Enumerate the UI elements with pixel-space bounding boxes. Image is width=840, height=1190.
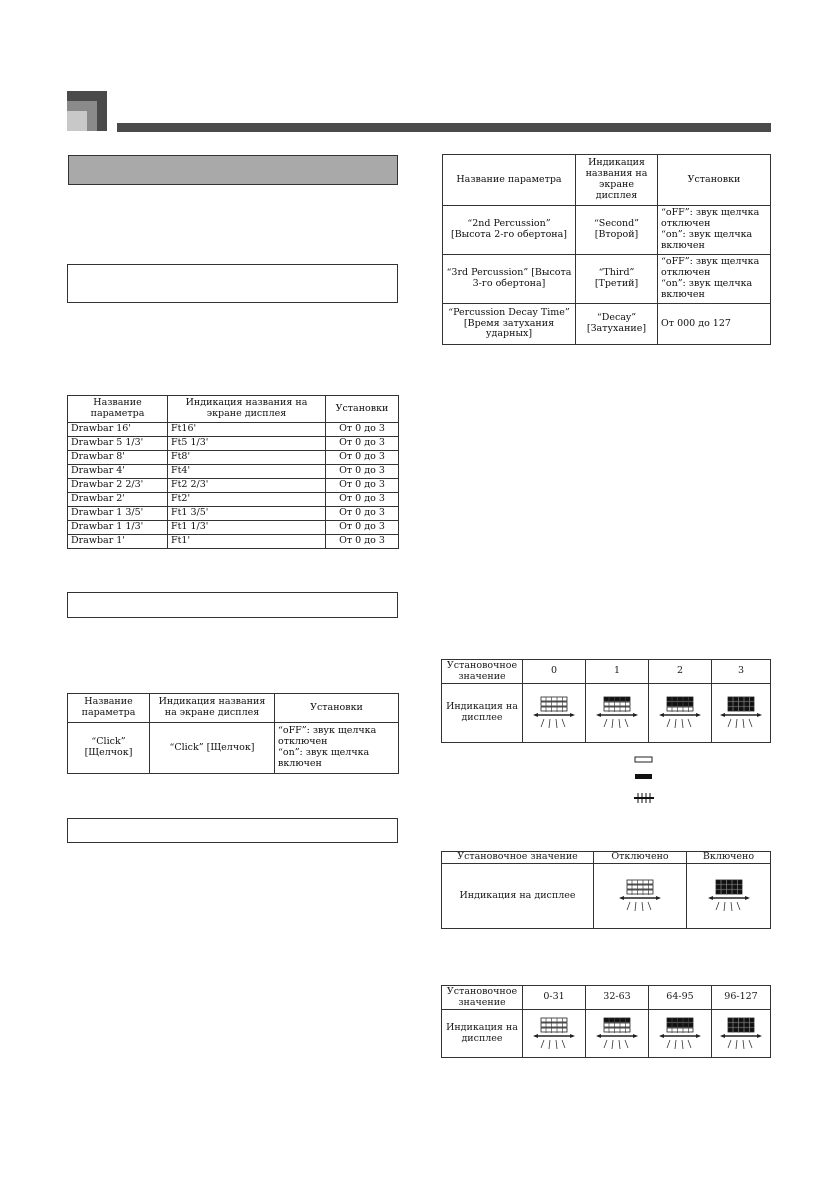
value-cell: 0-31 [523,986,586,1010]
display-icon-cell [594,864,687,929]
drawbar-display-icon [719,1015,763,1053]
legend-filled-bar-icon [634,773,654,781]
click-settings-off: “oFF”: звук щелчка отключен [278,725,377,748]
value-cell: 0 [523,660,586,684]
drawbar-display-icon [532,1015,576,1053]
table-header: Индикация названия на экране дисплея [576,155,658,206]
table-header: Название параметра [68,694,150,723]
table-cell: Drawbar 2 2/3' [68,479,168,493]
table-header: Название параметра [68,396,168,423]
indicator-table-2 [441,851,771,929]
perc-settings-on: “on”: звук щелчка включен [661,278,753,300]
drawbar-display-icon [658,1015,702,1053]
table-cell: Ft2 2/3' [168,479,326,493]
legend-empty-bar-icon [634,756,654,764]
table-row [68,465,399,479]
display-icon-cell [586,684,649,743]
display-icon-cell [712,684,771,743]
display-icon-cell [712,1010,771,1058]
table-cell: От 0 до 3 [326,437,399,451]
table-row [68,423,399,437]
label-display: Индикация на дисплее [442,684,523,743]
perc-settings-off: “oFF”: звук щелчка отключен [661,207,760,230]
table-row [68,521,399,535]
display-icon-cell [649,1010,712,1058]
table-header: Индикация названия на экране дисплея [150,694,275,723]
table-header: Установки [658,155,771,206]
legend-hatched-bar-icon [632,790,656,806]
table-header: Название параметра [443,155,576,206]
table-row [68,535,399,549]
label-display: Индикация на дисплее [442,864,594,929]
perc-param: “Percussion Decay Time” [Время затухания ударных] [443,304,576,345]
click-settings-on: “on”: звук щелчка включен [278,747,370,769]
table-cell: Ft1 3/5' [168,507,326,521]
drawbar-display-icon [658,694,702,732]
value-cell: 32-63 [586,986,649,1010]
table-cell: От 0 до 3 [326,521,399,535]
table-cell: Ft5 1/3' [168,437,326,451]
label-display: Индикация на дисплее [442,1010,523,1058]
table-header: Индикация названия на экране дисплея [168,396,326,423]
table-cell: От 0 до 3 [326,507,399,521]
perc-display: “Second” [Второй] [576,206,658,255]
display-icon-cell [687,864,771,929]
table-cell: От 0 до 3 [326,451,399,465]
drawbar-display-icon [532,694,576,732]
table-row [68,493,399,507]
label-value: Установочное значение [442,986,523,1010]
display-icon-cell [523,684,586,743]
table-header: Установки [326,396,399,423]
table-row [68,507,399,521]
display-icon-cell [586,1010,649,1058]
table-cell: Ft2' [168,493,326,507]
perc-display: “Decay” [Затухание] [576,304,658,345]
table-cell: Ft1' [168,535,326,549]
table-cell: От 0 до 3 [326,493,399,507]
perc-settings: От 000 до 127 [658,304,771,345]
table-row [68,437,399,451]
table-cell: Ft8' [168,451,326,465]
table-cell: От 0 до 3 [326,465,399,479]
table-cell: От 0 до 3 [326,479,399,493]
section-box [67,818,398,843]
label-value: Установочное значение [442,660,523,684]
perc-settings-on: “on”: звук щелчка включен [661,229,753,251]
table-header: Установки [275,694,399,723]
table-row [68,479,399,493]
section-box [67,592,398,618]
table-cell: От 0 до 3 [326,423,399,437]
table-cell: Ft4' [168,465,326,479]
drawbar-display-icon [595,1015,639,1053]
value-cell: 64-95 [649,986,712,1010]
click-settings [275,723,399,774]
drawbar-display-icon [595,694,639,732]
indicator-table-1 [441,659,771,743]
value-cell: Включено [687,852,771,864]
perc-display: “Third” [Третий] [576,255,658,304]
note-box [67,264,398,303]
label-value: Установочное значение [442,852,594,864]
table-cell: От 0 до 3 [326,535,399,549]
table-cell: Ft16' [168,423,326,437]
table-cell: Drawbar 1 3/5' [68,507,168,521]
perc-param: “3rd Percussion” [Высота 3-го обертона] [443,255,576,304]
section-heading-box [68,155,398,185]
percussion-table [442,154,771,345]
click-table [67,693,399,774]
table-cell: Drawbar 8' [68,451,168,465]
table-cell: Ft1 1/3' [168,521,326,535]
drawbar-display-icon [719,694,763,732]
header-bar [117,123,771,132]
perc-settings [658,255,771,304]
perc-param: “2nd Percussion” [Высота 2-го обертона] [443,206,576,255]
table-cell: Drawbar 5 1/3' [68,437,168,451]
value-cell: 3 [712,660,771,684]
table-cell: Drawbar 4' [68,465,168,479]
value-cell: 1 [586,660,649,684]
drawbar-display-icon [618,877,662,915]
perc-settings [658,206,771,255]
value-cell: 96-127 [712,986,771,1010]
table-row [68,451,399,465]
drawbar-display-icon [707,877,751,915]
table-cell: Drawbar 1 1/3' [68,521,168,535]
table-cell: Drawbar 16' [68,423,168,437]
click-param: “Click” [Щелчок] [68,723,150,774]
display-icon-cell [649,684,712,743]
display-icon-cell [523,1010,586,1058]
value-cell: 2 [649,660,712,684]
perc-settings-off: “oFF”: звук щелчка отключен [661,256,760,279]
table-cell: Drawbar 1' [68,535,168,549]
drawbar-table [67,395,399,549]
value-cell: Отключено [594,852,687,864]
table-cell: Drawbar 2' [68,493,168,507]
click-display: “Click” [Щелчок] [150,723,275,774]
indicator-table-3 [441,985,771,1058]
header-logo-light [67,111,87,131]
